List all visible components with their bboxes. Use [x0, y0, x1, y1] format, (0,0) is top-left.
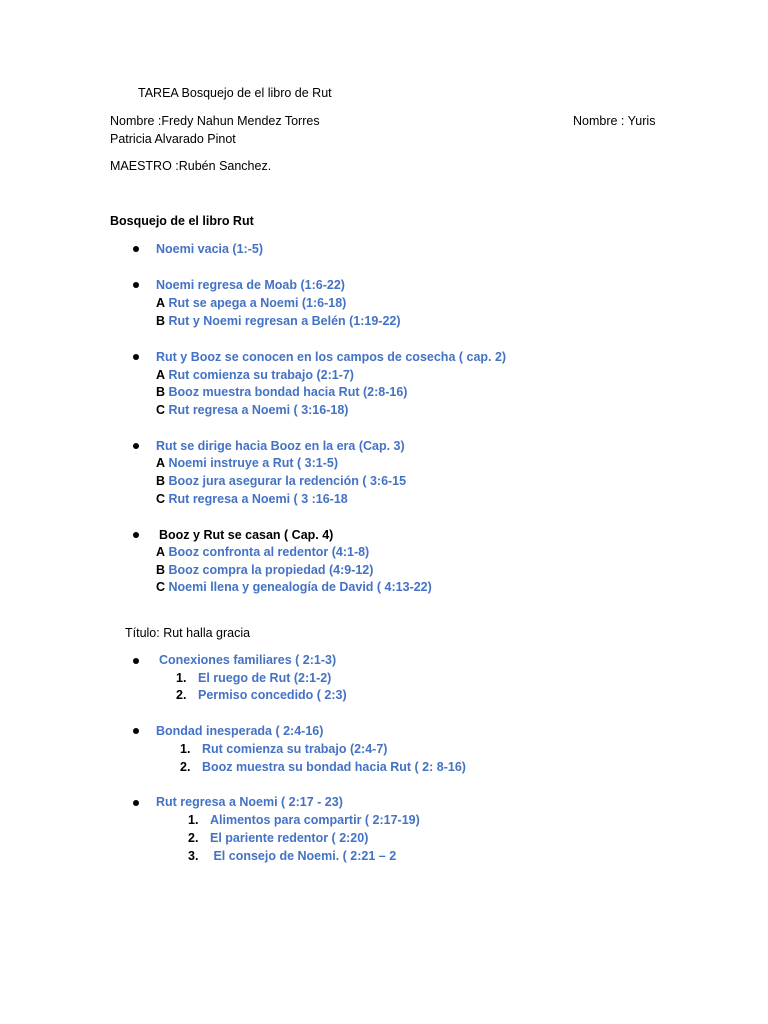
subitem-letter: B: [156, 474, 166, 488]
subitem-text: Booz muestra bondad hacia Rut (2:8-16): [168, 385, 408, 399]
subitem-text: Rut regresa a Noemi ( 3:16-18): [168, 403, 349, 417]
student-name-1: Nombre :Fredy Nahun Mendez Torres: [110, 114, 320, 128]
outline-section-title: Rut y Booz se conocen en los campos de cosecha ( cap. 2): [156, 350, 507, 364]
outline-subitem: [156, 578, 432, 596]
titulo-subitem: [176, 669, 331, 687]
subitem-letter: A: [156, 296, 166, 310]
subitem-text: El ruego de Rut (2:1-2): [198, 671, 332, 685]
subitem-letter: C: [156, 580, 166, 594]
subitem-text: Booz confronta al redentor (4:1-8): [168, 545, 370, 559]
subitem-number: 1.: [176, 671, 187, 685]
outline-subitem: [156, 454, 338, 472]
subitem-text: Permiso concedido ( 2:3): [198, 688, 347, 702]
subitem-letter: A: [156, 368, 166, 382]
bullet-icon: [133, 443, 139, 449]
outline-subitem: [156, 472, 406, 490]
outline-heading: Bosquejo de el libro Rut: [110, 214, 254, 228]
subitem-letter: A: [156, 456, 166, 470]
bullet-icon: [133, 800, 139, 806]
outline-subitem: [156, 366, 354, 384]
subitem-text: Rut regresa a Noemi ( 3 :16-18: [168, 492, 348, 506]
subitem-text: Booz muestra su bondad hacia Rut ( 2: 8-16): [202, 760, 466, 774]
subitem-number: 2.: [176, 688, 187, 702]
titulo-section-title: Conexiones familiares ( 2:1-3): [159, 653, 337, 667]
document-title: TAREA Bosquejo de el libro de Rut: [138, 86, 332, 100]
outline-subitem: [156, 383, 407, 401]
bullet-icon: [133, 246, 139, 252]
titulo-subitem: [188, 829, 368, 847]
subitem-text: El pariente redentor ( 2:20): [210, 831, 369, 845]
subitem-letter: A: [156, 545, 166, 559]
titulo-subitem: [180, 740, 387, 758]
bullet-icon: [133, 354, 139, 360]
outline-subitem: [156, 561, 373, 579]
titulo-heading: Título: Rut halla gracia: [125, 626, 251, 640]
outline-section-title: Noemi regresa de Moab (1:6-22): [156, 278, 345, 292]
subitem-letter: B: [156, 314, 166, 328]
outline-subitem: [156, 312, 401, 330]
subitem-number: 2.: [180, 760, 191, 774]
subitem-letter: B: [156, 385, 166, 399]
subitem-number: 2.: [188, 831, 199, 845]
titulo-subitem: [188, 847, 396, 865]
subitem-text: Rut comienza su trabajo (2:4-7): [202, 742, 388, 756]
subitem-text: Rut y Noemi regresan a Belén (1:19-22): [168, 314, 401, 328]
subitem-text: Booz compra la propiedad (4:9-12): [168, 563, 374, 577]
teacher-name: MAESTRO :Rubén Sanchez.: [110, 159, 272, 173]
subitem-letter: B: [156, 563, 166, 577]
subitem-text: Booz jura asegurar la redención ( 3:6-15: [168, 474, 407, 488]
subitem-letter: C: [156, 403, 166, 417]
subitem-text: Noemi instruye a Rut ( 3:1-5): [168, 456, 338, 470]
outline-section-title: Rut se dirige hacia Booz en la era (Cap. 3): [156, 439, 405, 453]
subitem-text: Alimentos para compartir ( 2:17-19): [210, 813, 420, 827]
subitem-text: Rut comienza su trabajo (2:1-7): [168, 368, 354, 382]
bullet-icon: [133, 532, 139, 538]
bullet-icon: [133, 658, 139, 664]
subitem-number: 1.: [180, 742, 191, 756]
subitem-letter: C: [156, 492, 166, 506]
titulo-section-title: Rut regresa a Noemi ( 2:17 - 23): [156, 795, 343, 809]
subitem-text: Rut se apega a Noemi (1:6-18): [168, 296, 347, 310]
outline-subitem: [156, 401, 348, 419]
outline-subitem: [156, 294, 346, 312]
student-name-2-part1: Nombre : Yuris: [573, 114, 656, 128]
subitem-number: 1.: [188, 813, 199, 827]
outline-section-title: Booz y Rut se casan ( Cap. 4): [159, 528, 334, 542]
outline-subitem: [156, 543, 369, 561]
bullet-icon: [133, 282, 139, 288]
titulo-subitem: [188, 811, 420, 829]
outline-subitem: [156, 490, 348, 508]
bullet-icon: [133, 728, 139, 734]
outline-section-title: Noemi vacia (1:-5): [156, 242, 263, 256]
titulo-subitem: [176, 686, 347, 704]
student-name-2-part2: Patricia Alvarado Pinot: [110, 132, 236, 146]
titulo-section-title: Bondad inesperada ( 2:4-16): [156, 724, 324, 738]
subitem-number: 3.: [188, 849, 199, 863]
titulo-subitem: [180, 758, 466, 776]
subitem-text: Noemi llena y genealogía de David ( 4:13-22): [168, 580, 432, 594]
subitem-text: El consejo de Noemi. ( 2:21 – 2: [210, 849, 397, 863]
